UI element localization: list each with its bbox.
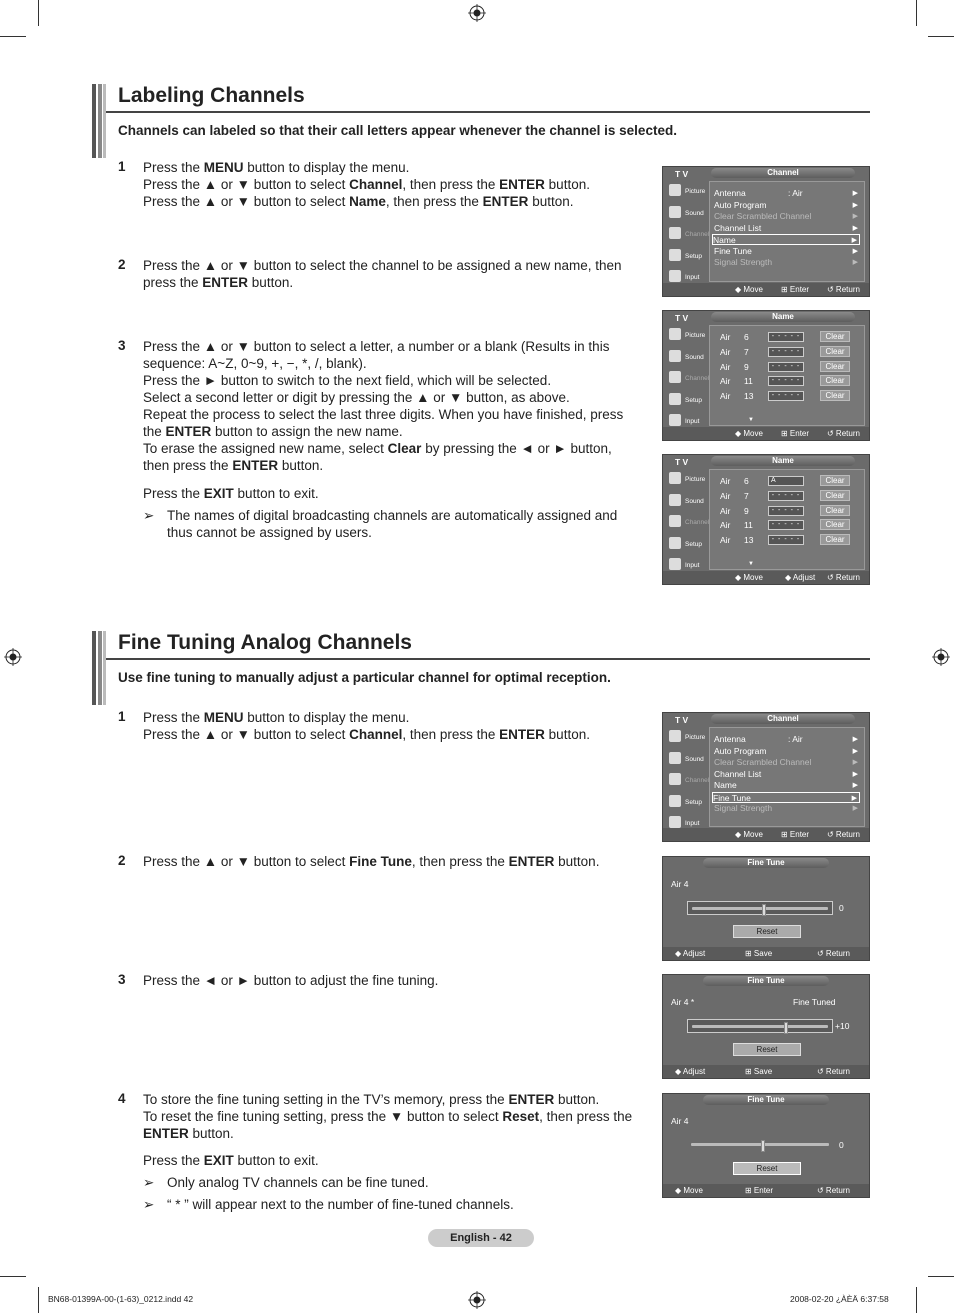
osd-antenna: Air: [720, 332, 731, 342]
chevron-down-icon: ▼: [748, 417, 754, 423]
osd-save-hint: ⊞ Save: [745, 949, 773, 958]
osd-menu-item: [714, 246, 860, 257]
osd-panel: [709, 325, 865, 426]
osd-fine-value: +10: [835, 1021, 850, 1031]
osd-antenna: Air: [720, 490, 731, 501]
chevron-right-icon: ▶: [852, 201, 858, 209]
chevron-right-icon: ▶: [852, 247, 858, 255]
osd-sidebar-label: Setup: [685, 396, 702, 404]
step-text: Press the ◄ or ► button to adjust the fine tuning.: [143, 973, 439, 988]
osd-fine-tuned-label: Fine Tuned: [793, 997, 836, 1007]
page-number-badge: English - 42: [428, 1229, 534, 1247]
section-intro: Use fine tuning to manually adjust a particular channel for optimal reception.: [118, 670, 611, 685]
osd-sidebar-label: Picture: [685, 332, 706, 339]
osd-channel-menu: [662, 166, 870, 297]
osd-name-row: [720, 533, 860, 547]
chevron-right-icon: ▶: [852, 213, 858, 220]
step-text: Press the MENU button to display the menu. Press the ▲ or ▼ button to select Channel, then press the ENTER button. Press the ▲ or ▼ button to select Name, then press the ENTER button.: [143, 160, 590, 209]
osd-clear-button: Clear: [820, 534, 850, 545]
osd-sidebar-label: Setup: [685, 798, 702, 806]
osd-save-hint: ⊞ Save: [745, 1067, 773, 1076]
setup-icon: [669, 249, 681, 261]
note: [143, 1174, 638, 1191]
chevron-right-icon: ▶: [852, 805, 858, 812]
osd-menu-item: [714, 257, 860, 268]
osd-reset-button: Reset: [733, 1162, 801, 1175]
osd-channel-number: 11: [744, 520, 753, 531]
registration-mark-icon: [4, 648, 22, 666]
osd-clear-button: Clear: [820, 519, 850, 530]
chevron-right-icon: ▶: [852, 224, 858, 232]
picture-icon: [669, 730, 681, 742]
osd-antenna: Air: [720, 391, 731, 402]
osd-sidebar-label: Channel: [685, 231, 710, 238]
section-title-labeling: Labeling Channels: [118, 84, 305, 107]
osd-sidebar-item: [665, 390, 707, 412]
osd-menu-item: [714, 803, 860, 814]
osd-sidebar-item: [665, 224, 710, 246]
osd-channel-number: 6: [744, 476, 749, 486]
osd-sidebar-item: [665, 512, 710, 534]
osd-antenna: Air: [720, 361, 731, 372]
osd-fine-slider: [687, 901, 833, 915]
osd-fine-value: 0: [839, 1140, 844, 1150]
osd-antenna: Air: [720, 505, 731, 516]
osd-enter-hint: ⊞ Enter: [781, 285, 810, 294]
setup-icon: [669, 393, 681, 405]
osd-panel: [709, 181, 865, 282]
osd-menu-item: [714, 746, 860, 757]
osd-menu-item: [714, 780, 860, 791]
osd-sidebar: [665, 181, 710, 289]
step-text: Press the ▲ or ▼ button to select a letter, a number or a blank (Results in this sequence: A~Z, 0~9, +, −, *, /, blank). Press the ► button to switch to the next field, which will be selected. Select a second letter or digit by pressing the ▲ or ▼ button, as above. Repeat the process to select the last three digits. When you have finished, press the ENTER button to assign the new name. To erase the assigned new name, select Clear by pressing the ◄ or ► button, then press the ENTER button.: [143, 339, 624, 473]
section-bar: [92, 631, 106, 705]
registration-mark-icon: [468, 1291, 486, 1309]
osd-menu-item: [714, 211, 860, 222]
osd-fine-channel: Air 4: [671, 879, 689, 889]
osd-clear-button: Clear: [820, 390, 850, 401]
osd-name-field: - - - - -: [768, 362, 804, 372]
osd-antenna: Air: [720, 346, 731, 357]
osd-sidebar-label: Channel: [685, 777, 710, 784]
osd-sidebar-label: Sound: [685, 755, 704, 763]
osd-slider-knob: [761, 1140, 765, 1152]
osd-menu-item: [714, 734, 860, 745]
osd-menu-item: [714, 223, 860, 234]
osd-name-row: [720, 504, 860, 518]
osd-menu-label: Signal Strength: [714, 803, 773, 813]
osd-tv-label: T V: [675, 457, 689, 467]
osd-panel: [709, 469, 865, 570]
osd-title: Fine Tune: [703, 1095, 829, 1105]
osd-sidebar-label: Input: [685, 820, 700, 827]
osd-sidebar-item: [665, 534, 707, 556]
osd-footer: [663, 828, 869, 841]
osd-panel: [709, 727, 865, 827]
sound-icon: [669, 350, 681, 362]
note-text: Only analog TV channels can be fine tuned.: [167, 1175, 429, 1190]
channel-icon: [669, 773, 681, 785]
step-text: Press the ▲ or ▼ button to select Fine Tune, then press the ENTER button.: [143, 854, 600, 869]
osd-slider-knob: [784, 1022, 788, 1034]
osd-slider-track: [691, 1143, 829, 1146]
step-number: 1: [118, 709, 126, 724]
sound-icon: [669, 494, 681, 506]
picture-icon: [669, 328, 681, 340]
channel-icon: [669, 515, 681, 527]
osd-slider-knob: [762, 904, 766, 916]
osd-sidebar-label: Setup: [685, 252, 702, 260]
osd-slider-track: [692, 907, 828, 910]
osd-clear-button: Clear: [820, 346, 850, 357]
registration-mark-icon: [468, 4, 486, 22]
osd-name-row: [720, 345, 860, 359]
osd-reset-button: Reset: [733, 925, 801, 938]
input-icon: [669, 414, 681, 426]
osd-sidebar-item: [665, 203, 707, 225]
section-title-fine-tuning: Fine Tuning Analog Channels: [118, 631, 412, 654]
step-text: Press the ▲ or ▼ button to select the channel to be assigned a new name, then press the ENTER button.: [143, 258, 622, 290]
section-bar: [92, 84, 106, 158]
setup-icon: [669, 537, 681, 549]
picture-icon: [669, 472, 681, 484]
osd-sidebar-item: [665, 727, 707, 749]
note-arrow-icon: ➢: [143, 508, 155, 523]
osd-enter-hint: ⊞ Enter: [781, 429, 810, 438]
osd-adjust-hint: ◆ Adjust: [675, 1067, 706, 1076]
osd-move-hint: ◆ Move: [675, 1186, 703, 1195]
osd-name-field: - - - - -: [768, 391, 804, 401]
osd-clear-button: Clear: [820, 475, 850, 486]
chevron-right-icon: ▶: [852, 770, 858, 778]
exit-instruction: Press the EXIT button to exit.: [143, 1153, 319, 1168]
osd-return-hint: ↺ Return: [827, 573, 860, 582]
osd-channel-number: 7: [744, 346, 749, 357]
step-text: Press the MENU button to display the menu. Press the ▲ or ▼ button to select Channel, then press the ENTER button.: [143, 710, 590, 742]
osd-footer: [663, 571, 869, 584]
osd-menu-label: Auto Program: [714, 745, 767, 756]
osd-sidebar-label: Setup: [685, 540, 702, 548]
osd-channel-number: 9: [744, 505, 749, 516]
osd-sidebar-item: [665, 469, 707, 491]
osd-menu-label: Fine Tune: [713, 792, 751, 803]
osd-clear-button: Clear: [820, 490, 850, 501]
osd-channel-number: 6: [744, 332, 749, 342]
osd-menu-item: [714, 757, 860, 768]
osd-title: Fine Tune: [703, 858, 829, 868]
osd-menu-label: Channel List: [714, 768, 762, 779]
osd-sidebar-label: Input: [685, 274, 700, 281]
step-number: 3: [118, 972, 126, 987]
osd-menu-item: [712, 234, 860, 245]
osd-name-row: [720, 374, 860, 388]
step-number: 1: [118, 159, 126, 174]
channel-icon: [669, 371, 681, 383]
osd-move-hint: ◆ Move: [735, 429, 763, 438]
osd-antenna: Air: [720, 376, 731, 387]
osd-return-hint: ↺ Return: [827, 830, 860, 839]
osd-name-field: A: [768, 476, 804, 486]
osd-channel-number: 11: [744, 376, 753, 387]
step-number: 4: [118, 1091, 126, 1106]
chevron-right-icon: ▶: [851, 237, 857, 244]
osd-name-row: [720, 474, 860, 488]
osd-footer: [663, 427, 869, 440]
osd-fine-channel: Air 4: [671, 1116, 689, 1126]
osd-title: Fine Tune: [703, 976, 829, 986]
osd-name-row: [720, 330, 860, 344]
osd-clear-button: Clear: [820, 375, 850, 386]
osd-menu-label: Fine Tune: [714, 245, 752, 256]
note-arrow-icon: ➢: [143, 1197, 155, 1212]
osd-footer: [663, 1184, 869, 1197]
osd-name-field: - - - - -: [768, 347, 804, 357]
osd-fine-channel: Air 4 *: [671, 997, 695, 1007]
osd-menu-label: Antenna: [714, 734, 746, 744]
osd-name-field: - - - - -: [768, 491, 804, 501]
osd-menu-item: [714, 188, 860, 199]
osd-name-row: [720, 389, 860, 403]
setup-icon: [669, 795, 681, 807]
osd-sidebar-item: [665, 792, 707, 814]
osd-name-field: - - - - -: [768, 520, 804, 530]
osd-sidebar-item: [665, 347, 707, 369]
osd-sidebar-label: Channel: [685, 519, 710, 526]
chevron-right-icon: ▶: [852, 736, 858, 743]
footer-file-name: BN68-01399A-00-(1-63)_0212.indd 42: [48, 1294, 194, 1304]
osd-fine-slider: [687, 1138, 833, 1152]
osd-menu-label: Channel List: [714, 222, 762, 233]
osd-adjust-hint: ◆ Adjust: [785, 573, 816, 582]
osd-menu-item: [714, 200, 860, 211]
osd-return-hint: ↺ Return: [827, 285, 860, 294]
osd-enter-hint: ⊞ Enter: [781, 830, 810, 839]
osd-sidebar-label: Input: [685, 562, 700, 569]
osd-name-row: [720, 518, 860, 532]
step-number: 2: [118, 853, 126, 868]
osd-sidebar-label: Picture: [685, 734, 706, 741]
osd-move-hint: ◆ Move: [735, 285, 763, 294]
osd-footer: [663, 947, 869, 960]
osd-channel-number: 7: [744, 490, 749, 501]
osd-fine-value: 0: [839, 903, 844, 913]
osd-fine-tune-reset: [662, 1093, 870, 1198]
chevron-down-icon: ▼: [748, 561, 754, 567]
osd-menu-label: Name: [713, 235, 736, 245]
osd-menu-label: Signal Strength: [714, 257, 773, 267]
osd-return-hint: ↺ Return: [827, 429, 860, 438]
osd-sidebar: [665, 325, 710, 433]
osd-sidebar-item: [665, 181, 707, 203]
section-rule: [106, 111, 870, 113]
input-icon: [669, 270, 681, 282]
osd-return-hint: ↺ Return: [817, 1067, 850, 1076]
osd-sidebar-item: [665, 325, 707, 347]
osd-fine-tune-adjusted: [662, 974, 870, 1079]
osd-sidebar-label: Input: [685, 418, 700, 425]
osd-sidebar: [665, 727, 710, 835]
osd-clear-button: Clear: [820, 505, 850, 516]
osd-name-edit: [662, 454, 870, 585]
osd-antenna: Air: [720, 520, 731, 531]
sound-icon: [669, 752, 681, 764]
note: [143, 507, 638, 541]
chevron-right-icon: ▶: [852, 782, 858, 789]
osd-menu-label: Clear Scrambled Channel: [714, 757, 812, 767]
osd-title: Name: [711, 456, 855, 466]
osd-clear-button: Clear: [820, 361, 850, 372]
osd-tv-label: T V: [675, 169, 689, 179]
section-rule: [106, 658, 870, 660]
osd-sidebar-label: Picture: [685, 188, 706, 195]
channel-icon: [669, 227, 681, 239]
osd-clear-button: Clear: [820, 331, 850, 342]
note-text: “ * ” will appear next to the number of fine-tuned channels.: [167, 1197, 514, 1212]
picture-icon: [669, 184, 681, 196]
osd-menu-item: [712, 792, 860, 803]
osd-return-hint: ↺ Return: [817, 1186, 850, 1195]
osd-sidebar-item: [665, 246, 707, 268]
osd-footer: [663, 1065, 869, 1078]
osd-sidebar-item: [665, 770, 710, 792]
osd-slider-track: [692, 1025, 828, 1028]
osd-name-list: [662, 310, 870, 441]
osd-sidebar-item: [665, 491, 707, 513]
osd-sidebar-label: Sound: [685, 353, 704, 361]
chevron-right-icon: ▶: [852, 259, 858, 266]
osd-footer: [663, 283, 869, 296]
osd-sidebar-label: Sound: [685, 497, 704, 505]
step-number: 3: [118, 338, 126, 353]
osd-menu-label: Auto Program: [714, 199, 767, 210]
osd-fine-tune-default: [662, 856, 870, 961]
osd-sidebar-label: Channel: [685, 375, 710, 382]
osd-channel-menu-fine: [662, 712, 870, 842]
osd-channel-number: 9: [744, 361, 749, 372]
osd-reset-button: Reset: [733, 1043, 801, 1056]
osd-adjust-hint: ◆ Adjust: [675, 949, 706, 958]
osd-menu-value: : Air: [788, 188, 803, 198]
osd-sidebar-label: Sound: [685, 209, 704, 217]
step-number: 2: [118, 257, 126, 272]
osd-sidebar: [665, 469, 710, 577]
osd-title: Channel: [711, 714, 855, 724]
chevron-right-icon: ▶: [851, 794, 857, 802]
osd-title: Name: [711, 312, 855, 322]
osd-antenna: Air: [720, 535, 731, 546]
osd-menu-item: [714, 769, 860, 780]
osd-name-row: [720, 360, 860, 374]
osd-menu-label: Antenna: [714, 188, 746, 198]
exit-instruction: Press the EXIT button to exit.: [143, 486, 319, 501]
footer-timestamp: 2008-02-20 ¿ÀÈÄ 6:37:58: [790, 1294, 889, 1304]
osd-name-field: - - - - -: [768, 506, 804, 516]
osd-sidebar-label: Picture: [685, 476, 706, 483]
osd-channel-number: 13: [744, 391, 754, 402]
osd-return-hint: ↺ Return: [817, 949, 850, 958]
osd-enter-hint: ⊞ Enter: [745, 1186, 774, 1195]
input-icon: [669, 558, 681, 570]
note-text: The names of digital broadcasting channels are automatically assigned and thus cannot be assigned by users.: [167, 508, 618, 540]
osd-sidebar-item: [665, 749, 707, 771]
osd-menu-value: : Air: [788, 734, 803, 744]
chevron-right-icon: ▶: [852, 190, 858, 197]
chevron-right-icon: ▶: [852, 759, 858, 766]
osd-sidebar-item: [665, 368, 710, 390]
osd-move-hint: ◆ Move: [735, 573, 763, 582]
osd-antenna: Air: [720, 476, 731, 486]
note-arrow-icon: ➢: [143, 1175, 155, 1190]
osd-title: Channel: [711, 168, 855, 178]
osd-tv-label: T V: [675, 313, 689, 323]
osd-menu-label: Clear Scrambled Channel: [714, 211, 812, 221]
osd-name-field: - - - - -: [768, 376, 804, 386]
osd-tv-label: T V: [675, 715, 689, 725]
sound-icon: [669, 206, 681, 218]
osd-move-hint: ◆ Move: [735, 830, 763, 839]
osd-name-field: - - - - -: [768, 535, 804, 545]
chevron-right-icon: ▶: [852, 747, 858, 755]
step-text: To store the fine tuning setting in the TV’s memory, press the ENTER button. To reset the fine tuning setting, press the ▼ button to select Reset, then press the ENTER button.: [143, 1092, 633, 1141]
osd-channel-number: 13: [744, 535, 754, 546]
registration-mark-icon: [932, 648, 950, 666]
input-icon: [669, 816, 681, 828]
osd-name-row: [720, 489, 860, 503]
osd-menu-label: Name: [714, 780, 737, 790]
note: [143, 1196, 638, 1213]
osd-name-field: - - - - -: [768, 332, 804, 342]
section-intro: Channels can labeled so that their call letters appear whenever the channel is selected.: [118, 123, 677, 138]
osd-fine-slider: [687, 1019, 833, 1033]
